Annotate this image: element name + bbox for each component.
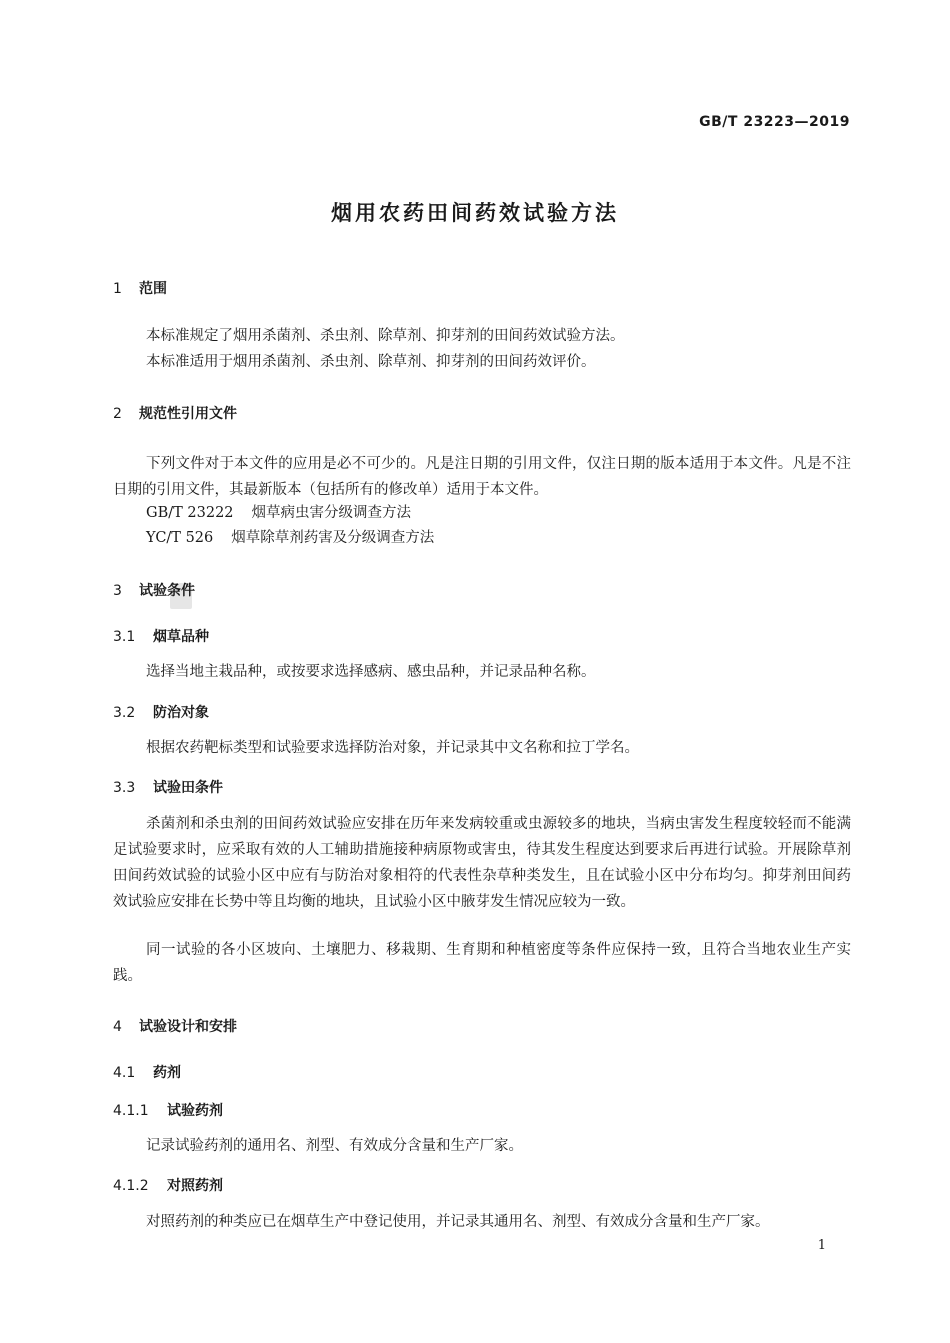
section-4-heading — [113, 1016, 237, 1036]
section-title: 规范性引用文件 — [139, 406, 237, 422]
section-title: 试验设计和安排 — [139, 1019, 237, 1035]
section-3-1-heading — [113, 626, 209, 646]
section-4-1-heading — [113, 1062, 181, 1082]
section-3-2-heading — [113, 702, 209, 722]
section-4-1-2-heading — [113, 1175, 223, 1195]
section-number: 3.3 — [113, 780, 136, 796]
reference-item — [146, 500, 411, 526]
section-title: 试验田条件 — [153, 780, 223, 796]
section-3-3-heading — [113, 777, 223, 797]
section-number: 2 — [113, 406, 122, 422]
page-number: 1 — [817, 1238, 826, 1253]
section-number: 4.1.2 — [113, 1178, 149, 1194]
paragraph: 同一试验的各小区坡向、土壤肥力、移栽期、生育期和种植密度等条件应保持一致，且符合当地农业生产实践。 — [113, 942, 851, 984]
section-title: 对照药剂 — [167, 1178, 223, 1194]
section-title: 防治对象 — [153, 705, 209, 721]
document-title: 烟用农药田间药效试验方法 — [331, 201, 619, 225]
section-title: 试验药剂 — [167, 1103, 223, 1119]
paragraph: 本标准规定了烟用杀菌剂、杀虫剂、除草剂、抑芽剂的田间药效试验方法。 — [146, 328, 625, 344]
section-number: 4.1 — [113, 1065, 136, 1081]
paragraph: 根据农药靶标类型和试验要求选择防治对象，并记录其中文名称和拉丁学名。 — [146, 740, 639, 756]
section-number: 4.1.1 — [113, 1103, 149, 1119]
section-1-heading — [113, 278, 167, 298]
section-3-heading — [113, 580, 195, 600]
section-number: 3.1 — [113, 629, 136, 645]
paragraph: 记录试验药剂的通用名、剂型、有效成分含量和生产厂家。 — [146, 1138, 523, 1154]
paragraph: 下列文件对于本文件的应用是必不可少的。凡是注日期的引用文件，仅注日期的版本适用于本文件。凡是不注日期的引用文件，其最新版本（包括所有的修改单）适用于本文件。 — [113, 456, 851, 498]
reference-title: 烟草除草剂药害及分级调查方法 — [231, 530, 435, 546]
section-title: 范围 — [139, 281, 167, 297]
section-2-heading — [113, 403, 237, 423]
section-4-1-1-heading — [113, 1100, 223, 1120]
section-number: 1 — [113, 281, 122, 297]
section-number: 4 — [113, 1019, 122, 1035]
section-title: 烟草品种 — [153, 629, 209, 645]
paragraph: 本标准适用于烟用杀菌剂、杀虫剂、除草剂、抑芽剂的田间药效评价。 — [146, 354, 596, 370]
standard-number: GB/T 23223—2019 — [699, 114, 850, 130]
section-number: 3 — [113, 583, 122, 599]
section-number: 3.2 — [113, 705, 136, 721]
reference-code: GB/T 23222 — [146, 505, 234, 521]
section-title: 药剂 — [153, 1065, 181, 1081]
section-title: 试验条件 — [139, 583, 195, 599]
reference-title: 烟草病虫害分级调查方法 — [251, 505, 412, 521]
reference-code: YC/T 526 — [146, 530, 214, 546]
paragraph: 杀菌剂和杀虫剂的田间药效试验应安排在历年来发病较重或虫源较多的地块，当病虫害发生程度较轻而不能满足试验要求时，应采取有效的人工辅助措施接种病原物或害虫，待其发生程度达到要求后再进行试验。开展除草剂田间药效试验的试验小区中应有与防治对象相符的代表性杂草种类发生，且在试验小区中分布均匀。抑芽剂田间药效试验应安排在长势中等且均衡的地块，且试验小区中腋芽发生情况应较为一致。 — [113, 816, 851, 910]
paragraph: 选择当地主栽品种，或按要求选择感病、感虫品种，并记录品种名称。 — [146, 664, 596, 680]
reference-item — [146, 525, 434, 551]
paragraph: 对照药剂的种类应已在烟草生产中登记使用，并记录其通用名、剂型、有效成分含量和生产厂家。 — [146, 1214, 770, 1230]
